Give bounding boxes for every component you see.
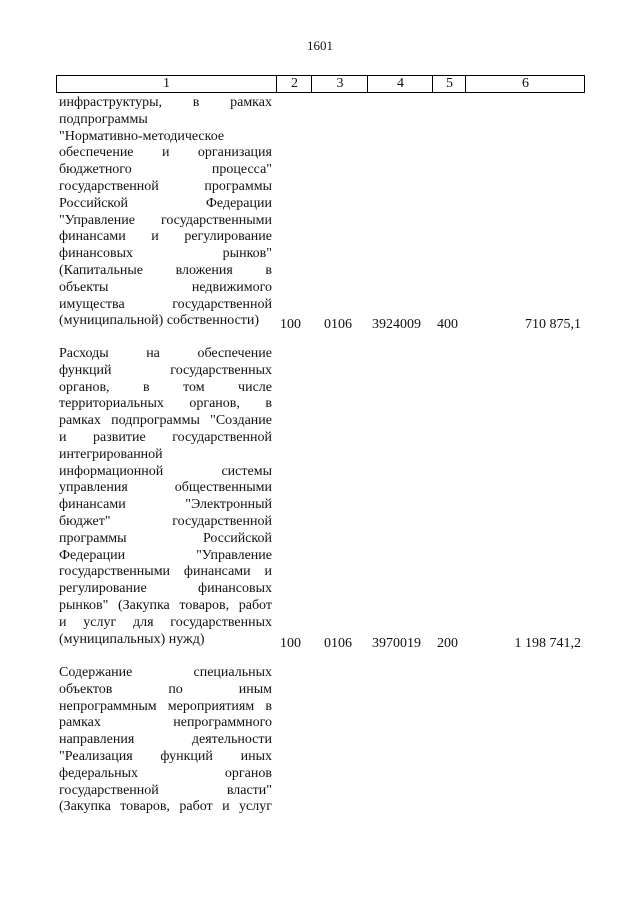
cell-col-2: 100 bbox=[280, 317, 301, 332]
desc-line: непрограммным мероприятиям в bbox=[59, 698, 272, 714]
desc-line: имущества государственной bbox=[59, 296, 272, 312]
desc-line: "Реализация функций иных bbox=[59, 748, 272, 764]
cell-col-6: 710 875,1 bbox=[525, 317, 581, 332]
header-col-1: 1 bbox=[163, 76, 170, 91]
desc-line: Федерации "Управление bbox=[59, 547, 272, 563]
cell-col-4: 3970019 bbox=[372, 636, 421, 651]
desc-line: рамках подпрограммы "Создание bbox=[59, 413, 272, 429]
desc-line: (муниципальной) собственности) bbox=[59, 313, 260, 329]
desc-line: программы Российской bbox=[59, 530, 272, 546]
desc-line: объектов по иным bbox=[59, 681, 272, 697]
header-col-4: 4 bbox=[367, 76, 433, 92]
desc-line: объекты недвижимого bbox=[59, 279, 272, 295]
page-number: 1601 bbox=[307, 38, 333, 53]
row-description bbox=[59, 346, 272, 648]
cell-col-6: 1 198 741,2 bbox=[514, 636, 581, 651]
desc-line: обеспечение и организация bbox=[59, 145, 272, 161]
header-col-2: 2 bbox=[276, 76, 312, 92]
desc-line: финансами и регулирование bbox=[59, 229, 272, 245]
desc-line: рамках непрограммного bbox=[59, 715, 272, 731]
desc-line: федеральных органов bbox=[59, 765, 272, 781]
desc-line: управления общественными bbox=[59, 480, 272, 496]
desc-line: финансовых рынков" bbox=[59, 246, 272, 262]
cell-col-2: 100 bbox=[280, 636, 301, 651]
desc-line: интегрированной bbox=[59, 446, 163, 462]
header-col-5: 5 bbox=[432, 76, 466, 92]
desc-line: органов, в том числе bbox=[59, 379, 272, 395]
desc-line: Российской Федерации bbox=[59, 195, 272, 211]
desc-line: регулирование финансовых bbox=[59, 581, 272, 597]
desc-line: и развитие государственной bbox=[59, 429, 272, 445]
desc-line: финансами "Электронный bbox=[59, 497, 272, 513]
cell-col-4: 3924009 bbox=[372, 317, 421, 332]
desc-line: государственными финансами и bbox=[59, 564, 272, 580]
desc-line: (Капитальные вложения в bbox=[59, 262, 272, 278]
desc-line: Содержание специальных bbox=[59, 665, 272, 680]
desc-line: рынков" (Закупка товаров, работ bbox=[59, 597, 272, 613]
desc-line: Расходы на обеспечение bbox=[59, 346, 272, 361]
desc-line: функций государственных bbox=[59, 362, 272, 378]
desc-line: и услуг для государственных bbox=[59, 614, 272, 630]
cell-col-5: 200 bbox=[437, 636, 458, 651]
header-col-6: 6 bbox=[465, 76, 585, 92]
desc-line: территориальных органов, в bbox=[59, 396, 272, 412]
row-description bbox=[59, 665, 272, 816]
cell-col-5: 400 bbox=[437, 317, 458, 332]
desc-line: государственной программы bbox=[59, 178, 272, 194]
header-col-3: 3 bbox=[311, 76, 368, 92]
desc-line: бюджетного процесса" bbox=[59, 162, 272, 178]
desc-line: (муниципальных) нужд) bbox=[59, 631, 205, 647]
desc-line: (Закупка товаров, работ и услуг bbox=[59, 799, 272, 815]
desc-line: направления деятельности bbox=[59, 732, 272, 748]
desc-line: бюджет" государственной bbox=[59, 513, 272, 529]
desc-line: информационной системы bbox=[59, 463, 272, 479]
desc-line: инфраструктуры, в рамках bbox=[59, 95, 272, 110]
desc-line: подпрограммы bbox=[59, 111, 148, 127]
cell-col-3: 0106 bbox=[324, 317, 352, 332]
row-description bbox=[59, 95, 272, 330]
cell-col-3: 0106 bbox=[324, 636, 352, 651]
desc-line: государственной власти" bbox=[59, 782, 272, 798]
desc-line: "Управление государственными bbox=[59, 212, 272, 228]
desc-line: "Нормативно-методическое bbox=[59, 128, 225, 144]
table-header bbox=[56, 75, 585, 93]
